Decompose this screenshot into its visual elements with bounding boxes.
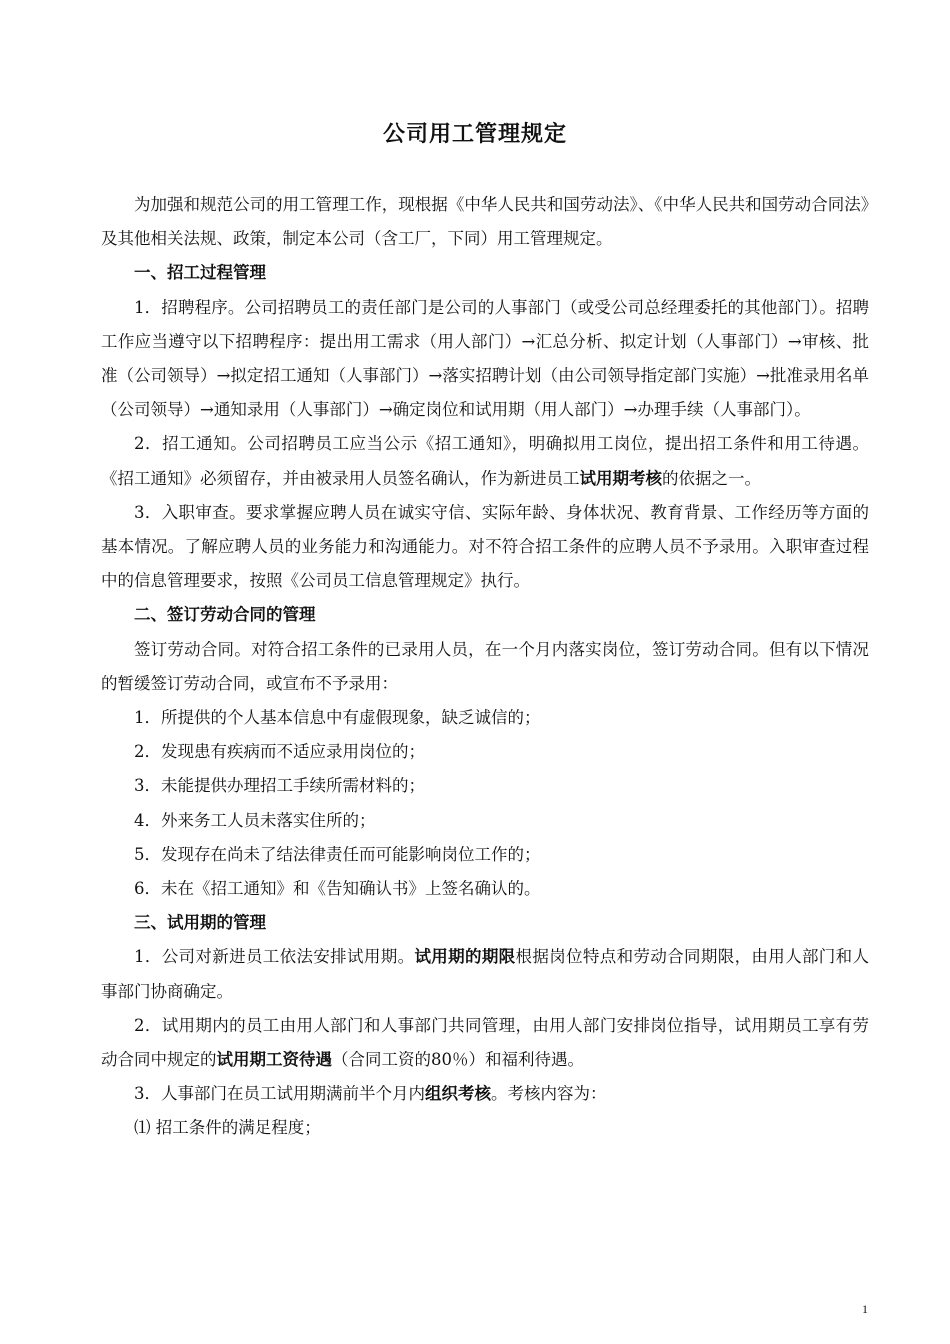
bold-term: 组织考核 xyxy=(425,1084,491,1104)
intro-paragraph: 为加强和规范公司的用工管理工作，现根据《中华人民共和国劳动法》、《中华人民共和国劳动合同法》及其他相关法规、政策，制定本公司（含工厂，下同）用工管理规定。 xyxy=(101,195,869,249)
list-item: 4．外来务工人员未落实住所的； xyxy=(134,810,376,830)
paragraph-contract-signing: 签订劳动合同。对符合招工条件的已录用人员，在一个月内落实岗位，签订劳动合同。但有以下情况的暂缓签订劳动合同，或宣布不予录用： xyxy=(101,639,869,693)
section-heading-recruitment: 一、招工过程管理 xyxy=(134,263,266,283)
text-run: 1．公司对新进员工依法安排试用期。 xyxy=(134,947,415,967)
text-run: 2．招工通知。公司招聘员工应当公示《招工通知》，明确拟用工岗位，提出招工条件和用工待遇。《招工通知》必须留存，并由被录用人员签名确认，作为新进员工 xyxy=(101,434,869,488)
text-run: 。考核内容为： xyxy=(491,1084,607,1104)
list-item: ⑴ 招工条件的满足程度； xyxy=(134,1118,321,1138)
list-item: 2．发现患有疾病而不适应录用岗位的； xyxy=(134,742,425,762)
text-run: 2．试用期内的员工由用人部门和人事部门共同管理，由用人部门安排岗位指导，试用期员工享有劳动合同中规定的 xyxy=(101,1015,869,1070)
bold-term: 试用期考核 xyxy=(579,468,662,488)
list-item: 3．未能提供办理招工手续所需材料的； xyxy=(134,776,425,796)
bold-term: 试用期工资待遇 xyxy=(216,1050,332,1070)
paragraph-onboarding-review: 3．入职审查。要求掌握应聘人员在诚实守信、实际年龄、身体状况、教育背景、工作经历等方面的基本情况。了解应聘人员的业务能力和沟通能力。对不符合招工条件的应聘人员不予录用。入职审查过程中的信息管理要求，按照《公司员工信息管理规定》执行。 xyxy=(101,502,869,591)
bold-term: 试用期的期限 xyxy=(414,947,516,967)
text-run: （合同工资的80％）和福利待遇。 xyxy=(332,1050,584,1070)
section-heading-contract: 二、签订劳动合同的管理 xyxy=(134,605,316,625)
page-number: 1 xyxy=(862,1302,868,1316)
text-run: 3．人事部门在员工试用期满前半个月内 xyxy=(134,1084,425,1104)
paragraph-probation-management xyxy=(101,1009,869,1077)
text-run: 的依据之一。 xyxy=(662,468,761,488)
section-heading-probation: 三、试用期的管理 xyxy=(134,913,266,933)
list-item: 1．所提供的个人基本信息中有虚假现象，缺乏诚信的； xyxy=(134,708,541,728)
document-body xyxy=(101,188,869,1146)
paragraph-probation-term xyxy=(101,940,869,1008)
paragraph-probation-assessment xyxy=(101,1077,869,1111)
page-title: 公司用工管理规定 xyxy=(382,122,567,147)
list-item: 6．未在《招工通知》和《告知确认书》上签名确认的。 xyxy=(134,879,541,899)
list-item: 5．发现存在尚未了结法律责任而可能影响岗位工作的； xyxy=(134,844,541,864)
paragraph-recruitment-notice xyxy=(101,427,869,495)
paragraph-recruitment-procedure: 1．招聘程序。公司招聘员工的责任部门是公司的人事部门（或受公司总经理委托的其他部门）。招聘工作应当遵守以下招聘程序：提出用工需求（用人部门）→汇总分析、拟定计划（人事部门）→审核、批准（公司领导）→拟定招工通知（人事部门）→落实招聘计划（由公司领导指定部门实施）→批准录用名单（公司领导）→通知录用（人事部门）→确定岗位和试用期（用人部门）→办理手续（人事部门）。 xyxy=(101,297,869,420)
text-run: 根据岗位特点和劳动合同期限，由用人部门和人事部门协商确定。 xyxy=(101,947,870,1001)
